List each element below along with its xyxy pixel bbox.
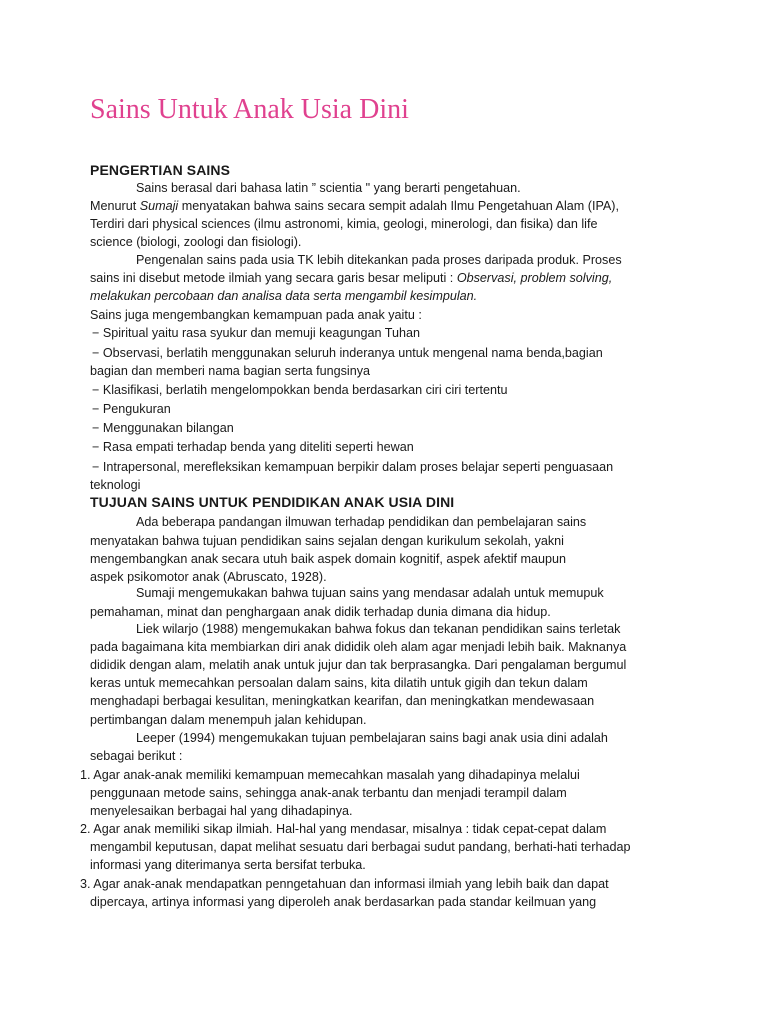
paragraph-line: aspek psikomotor anak (Abruscato, 1928). xyxy=(90,570,327,584)
list-item: − Spiritual yaitu rasa syukur dan memuji keagungan Tuhan xyxy=(92,326,420,340)
list-item: − Observasi, berlatih menggunakan seluruh inderanya untuk mengenal nama benda,bagian xyxy=(92,346,603,360)
paragraph-line: dididik dengan alam, melatih anak untuk jujur dan tak berprasangka. Dari pengalaman bergumul xyxy=(90,658,627,672)
numbered-item: mengambil keputusan, dapat melihat sesuatu dari berbagai sudut pandang, berhati-hati terhadap xyxy=(90,840,631,854)
paragraph-line: Terdiri dari physical sciences (ilmu astronomi, kimia, geologi, minerologi, dan fisika) dan life xyxy=(90,217,598,231)
list-item: − Klasifikasi, berlatih mengelompokkan benda berdasarkan ciri ciri tertentu xyxy=(92,383,508,397)
paragraph-line: keras untuk memecahkan persoalan dalam sains, kita dilatih untuk gigih dan tekun dalam xyxy=(90,676,588,690)
numbered-item: 2. Agar anak memiliki sikap ilmiah. Hal-hal yang mendasar, misalnya : tidak cepat-cepat dalam xyxy=(80,822,607,836)
section-heading-tujuan: TUJUAN SAINS UNTUK PENDIDIKAN ANAK USIA DINI xyxy=(90,494,455,510)
paragraph-line: sebagai berikut : xyxy=(90,749,183,763)
list-item: − Menggunakan bilangan xyxy=(92,421,234,435)
paragraph-line: pada bagaimana kita membiarkan diri anak dididik oleh alam agar menjadi lebih baik. Maknanya xyxy=(90,640,627,654)
list-item: − Intrapersonal, merefleksikan kemampuan berpikir dalam proses belajar seperti penguasaan xyxy=(92,460,614,474)
paragraph-line: menghadapi berbagai kesulitan, meningkatkan kearifan, dan meningkatkan mendewasaan xyxy=(90,694,595,708)
paragraph-line: pertimbangan dalam menempuh jalan kehidupan. xyxy=(90,713,367,727)
paragraph-line: Ada beberapa pandangan ilmuwan terhadap pendidikan dan pembelajaran sains xyxy=(136,515,587,529)
numbered-item: informasi yang diterimanya serta bersifat terbuka. xyxy=(90,858,366,872)
list-item: bagian dan memberi nama bagian serta fungsinya xyxy=(90,364,371,378)
paragraph-line: Sumaji mengemukakan bahwa tujuan sains yang mendasar adalah untuk memupuk xyxy=(136,586,604,600)
numbered-item: 1. Agar anak-anak memiliki kemampuan memecahkan masalah yang dihadapinya melalui xyxy=(80,768,580,782)
numbered-item: dipercaya, artinya informasi yang diperoleh anak berdasarkan pada standar keilmuan yang xyxy=(90,895,597,909)
list-item: teknologi xyxy=(90,478,141,492)
paragraph-line: Leeper (1994) mengemukakan tujuan pembelajaran sains bagi anak usia dini adalah xyxy=(136,731,608,745)
list-item: − Pengukuran xyxy=(92,402,171,416)
paragraph-line: mengembangkan anak secara utuh baik aspek domain kognitif, aspek afektif maupun xyxy=(90,552,567,566)
numbered-item: menyelesaikan berbagai hal yang dihadapinya. xyxy=(90,804,353,818)
paragraph-line: Sains juga mengembangkan kemampuan pada anak yaitu : xyxy=(90,308,422,322)
page-title: Sains Untuk Anak Usia Dini xyxy=(90,94,409,125)
section-heading-pengertian: PENGERTIAN SAINS xyxy=(90,162,231,178)
numbered-item: penggunaan metode sains, sehingga anak-anak terbantu dan menjadi terampil dalam xyxy=(90,786,567,800)
numbered-item: 3. Agar anak-anak mendapatkan penngetahuan dan informasi ilmiah yang lebih baik dan dapat xyxy=(80,877,609,891)
paragraph-line: sains ini disebut metode ilmiah yang secara garis besar meliputi : Observasi, problem solving, xyxy=(90,271,613,285)
paragraph-line: Liek wilarjo (1988) mengemukakan bahwa fokus dan tekanan pendidikan sains terletak xyxy=(136,622,621,636)
paragraph-line: Pengenalan sains pada usia TK lebih ditekankan pada proses daripada produk. Proses xyxy=(136,253,622,267)
paragraph-line: Menurut Sumaji menyatakan bahwa sains secara sempit adalah Ilmu Pengetahuan Alam (IPA), xyxy=(90,199,619,213)
paragraph-line: science (biologi, zoologi dan fisiologi). xyxy=(90,235,302,249)
list-item: − Rasa empati terhadap benda yang diteliti seperti hewan xyxy=(92,440,414,454)
paragraph-line: menyatakan bahwa tujuan pendidikan sains sejalan dengan kurikulum sekolah, yakni xyxy=(90,534,564,548)
paragraph-line: melakukan percobaan dan analisa data serta mengambil kesimpulan. xyxy=(90,289,478,303)
paragraph-line: Sains berasal dari bahasa latin ” scientia " yang berarti pengetahuan. xyxy=(136,181,521,195)
paragraph-line: pemahaman, minat dan penghargaan anak didik terhadap dunia dimana dia hidup. xyxy=(90,605,551,619)
